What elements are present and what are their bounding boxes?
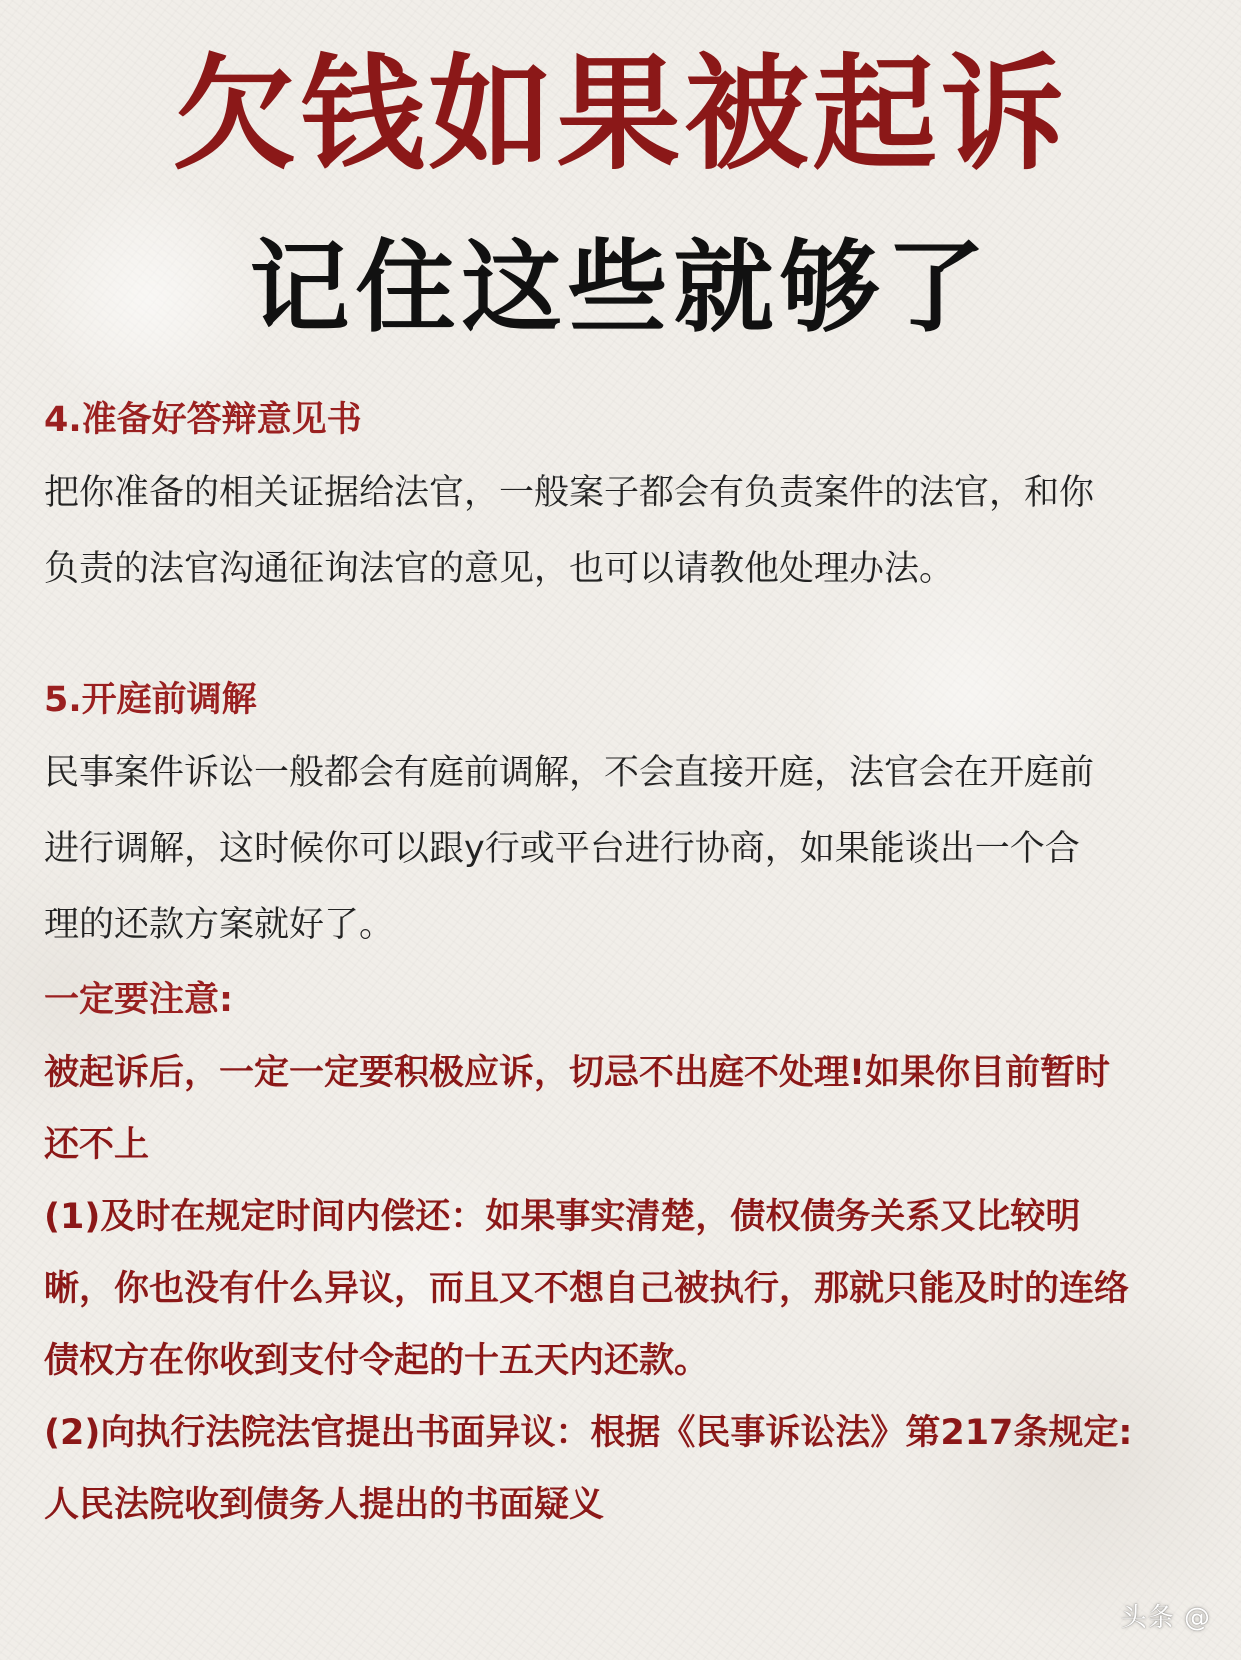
article-body	[44, 385, 1204, 1541]
watermark: 头条 @	[1120, 1603, 1211, 1633]
page-subtitle: 记住这些就够了	[249, 229, 992, 346]
section-5-line: 理的还款方案就好了。	[44, 905, 395, 945]
notice-line: 还不上	[44, 1125, 150, 1165]
page-title: 欠钱如果被起诉	[172, 43, 1069, 187]
notice-line: 晰，你也没有什么异议，而且又不想自己被执行，那就只能及时的连络	[44, 1269, 1130, 1309]
section-4-line: 把你准备的相关证据给法官，一般案子都会有负责案件的法官，和你	[44, 473, 1095, 513]
notice-line: 被起诉后，一定一定要积极应诉，切忌不出庭不处理!如果你目前暂时	[44, 1053, 1110, 1093]
section-5-heading: 5.开庭前调解	[44, 680, 257, 720]
section-5-line: 民事案件诉讼一般都会有庭前调解，不会直接开庭，法官会在开庭前	[44, 753, 1095, 793]
section-5-line: 进行调解，这时候你可以跟y行或平台进行协商，如果能谈出一个合	[44, 829, 1080, 869]
section-4-heading: 4.准备好答辩意见书	[44, 400, 362, 440]
notice-heading: 一定要注意:	[44, 980, 233, 1020]
notice-line: (2)向执行法院法官提出书面异议：根据《民事诉讼法》第217条规定:	[44, 1413, 1133, 1453]
notice-line: 人民法院收到债务人提出的书面疑义	[44, 1485, 605, 1525]
section-spacer	[44, 607, 1204, 665]
notice-line: 债权方在你收到支付令起的十五天内还款。	[44, 1341, 710, 1381]
notice-line: (1)及时在规定时间内偿还：如果事实清楚，债权债务关系又比较明	[44, 1197, 1081, 1237]
section-4-line: 负责的法官沟通征询法官的意见，也可以请教他处理办法。	[44, 549, 955, 589]
